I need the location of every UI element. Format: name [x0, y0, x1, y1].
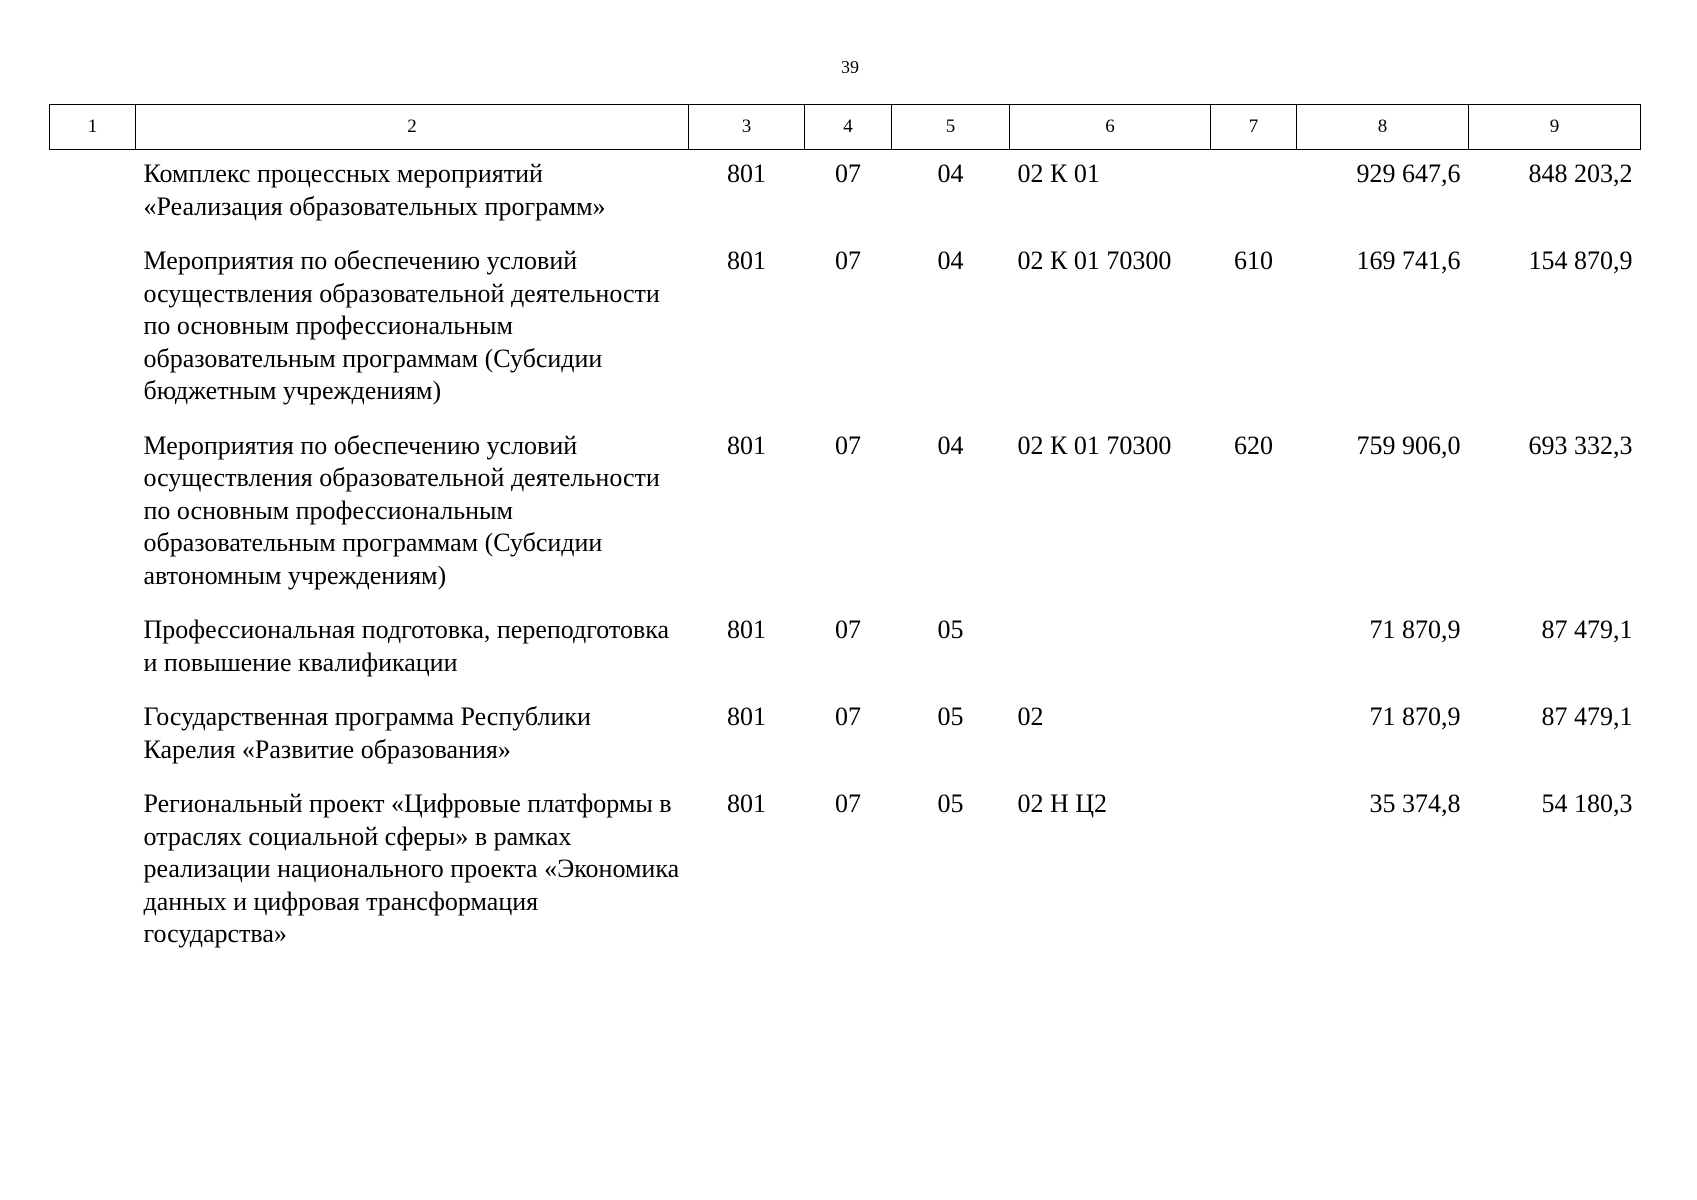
cell-ved: 801: [727, 615, 766, 644]
cell-name: Профессиональная подготовка, переподготовка и повышение квалификации: [143, 615, 670, 677]
cell-col1: [50, 780, 136, 965]
cell-pr: 05: [937, 702, 964, 731]
cell-sum-1: 35 374,8: [1369, 789, 1461, 818]
table-row: [50, 150, 1641, 238]
cell-csr: 02: [1017, 702, 1044, 731]
cell-pr: 05: [937, 789, 964, 818]
cell-rz: 07: [835, 430, 861, 460]
cell-pr: 05: [937, 615, 964, 644]
cell-pr: 04: [937, 430, 964, 460]
cell-rz: 07: [835, 789, 861, 818]
cell-sum-2: 54 180,3: [1541, 789, 1633, 818]
column-header-2: 2: [136, 105, 689, 150]
cell-rz: 07: [835, 246, 861, 275]
table-body: [50, 150, 1641, 965]
table-row: [50, 780, 1641, 965]
table-row: [50, 693, 1641, 780]
cell-name: Комплекс процессных мероприятий «Реализация образовательных программ»: [143, 159, 606, 221]
column-number-row: [50, 105, 1641, 150]
cell-name: Мероприятия по обеспечению условий осуществления образовательной деятельности по основным профессиональным образовательным программам (Субсидии автономным учреждениям): [143, 430, 660, 590]
cell-ved: 801: [727, 159, 766, 188]
cell-csr: [1010, 606, 1211, 693]
cell-sum-2: 693 332,3: [1528, 430, 1633, 460]
cell-ved: 801: [727, 430, 766, 460]
column-header-6: 6: [1010, 105, 1211, 150]
column-header-5: 5: [892, 105, 1010, 150]
cell-sum-1: 759 906,0: [1356, 430, 1461, 460]
cell-vr: [1211, 780, 1297, 965]
cell-vr: 620: [1234, 430, 1273, 460]
cell-name: Государственная программа Республики Карелия «Развитие образования»: [143, 702, 591, 764]
cell-sum-2: 87 479,1: [1541, 615, 1633, 644]
table-row: [50, 606, 1641, 693]
table-header: [50, 105, 1641, 150]
cell-vr: [1211, 693, 1297, 780]
cell-name: Мероприятия по обеспечению условий осуществления образовательной деятельности по основным профессиональным образовательным программам (Субсидии бюджетным учреждениям): [143, 246, 660, 405]
cell-csr: 02 К 01 70300: [1017, 246, 1172, 275]
cell-csr: 02 К 01 70300: [1017, 430, 1172, 460]
cell-sum-1: 169 741,6: [1356, 246, 1461, 275]
cell-sum-1: 929 647,6: [1356, 159, 1461, 188]
cell-ved: 801: [727, 246, 766, 275]
cell-csr: 02 К 01: [1017, 159, 1100, 188]
column-header-1: 1: [50, 105, 136, 150]
cell-vr: [1211, 606, 1297, 693]
column-header-9: 9: [1469, 105, 1641, 150]
cell-col1: [50, 606, 136, 693]
table-row: [50, 237, 1641, 422]
cell-col1: [50, 150, 136, 238]
cell-sum-2: 87 479,1: [1541, 702, 1633, 731]
cell-vr: [1211, 150, 1297, 238]
cell-vr: 610: [1234, 246, 1273, 275]
budget-table: [49, 104, 1641, 965]
page-number: 39: [841, 57, 859, 77]
cell-sum-2: 848 203,2: [1528, 159, 1633, 188]
cell-csr: 02 Н Ц2: [1017, 789, 1108, 818]
cell-col1: [50, 422, 136, 607]
cell-name: Региональный проект «Цифровые платформы в отраслях социальной сферы» в рамках реализации национального проекта «Экономика данных и цифровая трансформация государства»: [143, 789, 680, 948]
cell-sum-1: 71 870,9: [1369, 615, 1461, 644]
cell-rz: 07: [835, 159, 861, 188]
cell-col1: [50, 693, 136, 780]
cell-col1: [50, 237, 136, 422]
cell-ved: 801: [727, 702, 766, 731]
column-header-8: 8: [1297, 105, 1469, 150]
column-header-3: 3: [689, 105, 805, 150]
cell-pr: 04: [937, 159, 964, 188]
column-header-4: 4: [805, 105, 892, 150]
cell-rz: 07: [835, 702, 861, 731]
cell-pr: 04: [937, 246, 964, 275]
table-row: [50, 422, 1641, 607]
column-header-7: 7: [1211, 105, 1297, 150]
cell-ved: 801: [727, 789, 766, 818]
cell-rz: 07: [835, 615, 861, 644]
cell-sum-1: 71 870,9: [1369, 702, 1461, 731]
cell-sum-2: 154 870,9: [1528, 246, 1633, 275]
